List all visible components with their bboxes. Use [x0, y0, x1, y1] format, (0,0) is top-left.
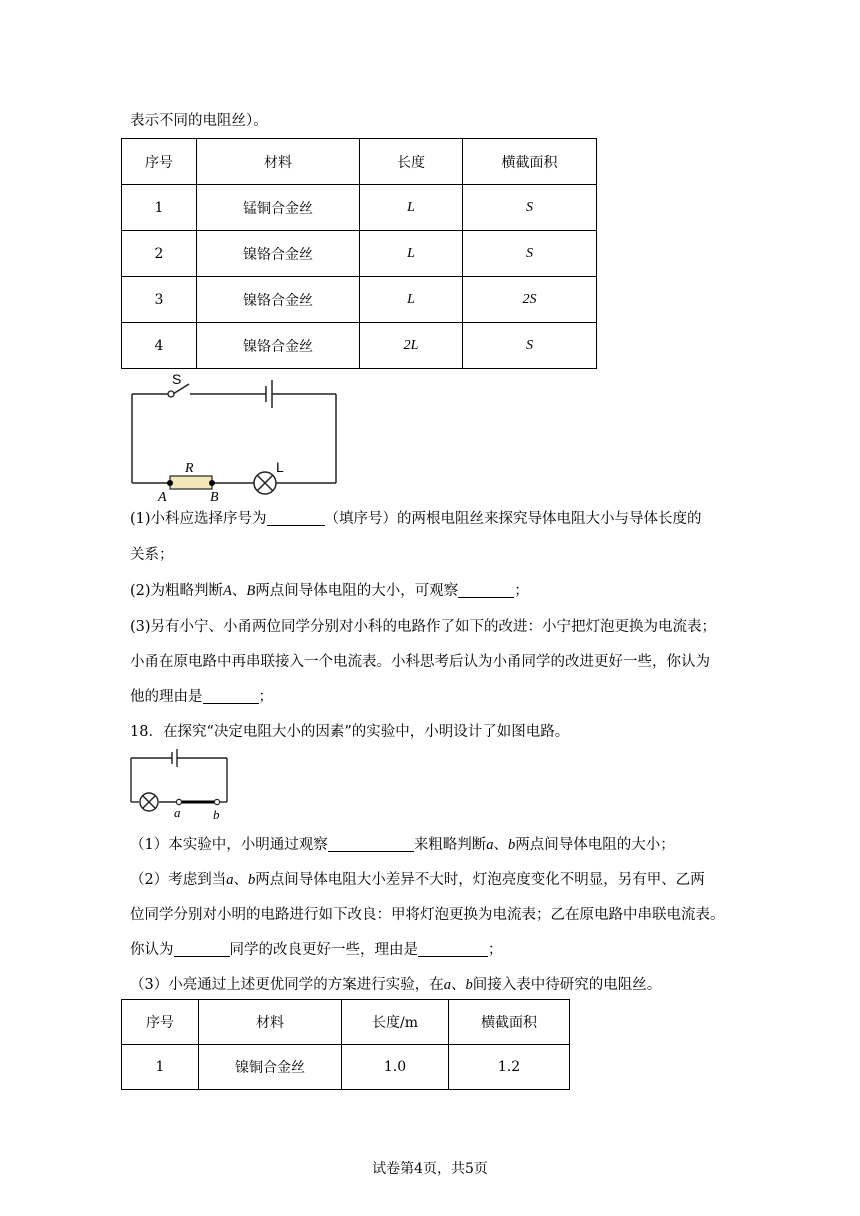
answer-blank[interactable]: [328, 835, 414, 852]
text: 两点间导体电阻的大小；: [515, 837, 675, 853]
answer-blank[interactable]: [418, 940, 488, 957]
point-a-label: A: [158, 490, 167, 505]
table-row: [122, 185, 597, 231]
cell: S: [463, 185, 597, 231]
text: 、: [450, 977, 466, 993]
resistance-wire-table-2: [121, 999, 570, 1090]
text: ；: [514, 583, 529, 599]
circuit-diagram-2: [126, 748, 234, 823]
cell: 镍铬合金丝: [197, 323, 360, 369]
header-cell: 序号: [122, 139, 197, 185]
header-cell: 横截面积: [463, 139, 597, 185]
header-cell: 序号: [122, 1000, 199, 1045]
text: 间接入表中待研究的电阻丝。: [472, 977, 662, 993]
text: (1)小科应选择序号为: [130, 511, 267, 527]
q18-part3: [130, 974, 661, 996]
table-header-row: [122, 1000, 570, 1045]
circuit-diagram-1: [120, 360, 360, 505]
q17-part3: (3)另有小宁、小甬两位同学分别对小科的电路作了如下的改进：小宁把灯泡更换为电流表；: [130, 619, 717, 635]
table-row: [122, 277, 597, 323]
header-cell: 材料: [197, 139, 360, 185]
var-b: b: [247, 872, 256, 888]
page-footer: 试卷第4页，共5页: [372, 1161, 488, 1177]
q18-part2-cont2: [130, 939, 503, 961]
text: 两点间导体电阻的大小，可观察: [255, 583, 459, 599]
var-a: a: [443, 977, 451, 993]
text: 、: [231, 583, 247, 599]
q17-part1-cont: 关系；: [130, 547, 174, 563]
q18-part2: [130, 869, 705, 891]
table-row: [122, 231, 597, 277]
cell: 镍铬合金丝: [197, 277, 360, 323]
text: ；: [258, 689, 273, 705]
text: 、: [233, 872, 248, 888]
text: 来粗略判断: [413, 837, 487, 853]
cell: 1.2: [449, 1045, 570, 1090]
cell: 3: [122, 277, 197, 323]
var-a: a: [486, 837, 494, 853]
q17-part1: [130, 508, 702, 530]
text: 、: [493, 837, 508, 853]
point-b-label: B: [210, 490, 219, 505]
text: (2)为粗略判断: [130, 583, 224, 599]
resistance-wire-table: [121, 138, 597, 369]
text: 同学的改良更好一些，理由是: [229, 942, 418, 958]
cell: 镍铬合金丝: [197, 231, 360, 277]
q18-part2-cont: 位同学分别对小明的电路进行如下改良：甲将灯泡更换为电流表；乙在原电路中串联电流表。: [130, 907, 725, 923]
header-cell: 横截面积: [449, 1000, 570, 1045]
text: 他的理由是: [130, 689, 203, 705]
cell: 4: [122, 323, 197, 369]
cell: 锰铜合金丝: [197, 185, 360, 231]
resistor-icon: [170, 476, 212, 489]
table-header-row: [122, 139, 597, 185]
answer-blank[interactable]: [203, 687, 259, 704]
cell: 2: [122, 231, 197, 277]
var-b: b: [465, 977, 473, 993]
text: （填序号）的两根电阻丝来探究导体电阻大小与导体长度的: [324, 511, 702, 527]
cell: 2L: [360, 323, 463, 369]
cell: S: [463, 323, 597, 369]
q18-part1: [130, 834, 675, 856]
point-b-label: b: [213, 807, 220, 822]
text: （3）小亮通过上述更优同学的方案进行实验，在: [130, 977, 444, 993]
var-a: a: [226, 872, 234, 888]
cell: L: [360, 185, 463, 231]
answer-blank[interactable]: [174, 940, 230, 957]
answer-blank[interactable]: [267, 509, 325, 526]
cell: 1.0: [342, 1045, 449, 1090]
cell: L: [360, 231, 463, 277]
text: ；: [488, 942, 503, 958]
text: 你认为: [130, 942, 174, 958]
cell: 1: [122, 185, 197, 231]
intro-text: 表示不同的电阻丝）。: [130, 113, 268, 129]
cell: 2S: [463, 277, 597, 323]
lamp-label: L: [276, 459, 284, 475]
resistor-label: R: [185, 461, 194, 476]
q17-part3-cont2: [130, 686, 273, 708]
header-cell: 材料: [199, 1000, 342, 1045]
var-b: B: [246, 583, 256, 599]
text: 两点间导体电阻大小差异不大时，灯泡亮度变化不明显，另有甲、乙两: [255, 872, 705, 888]
switch-label: S: [172, 371, 182, 387]
cell: 1: [122, 1045, 199, 1090]
header-cell: 长度: [360, 139, 463, 185]
table-row: [122, 1045, 570, 1090]
cell: L: [360, 277, 463, 323]
text: （2）考虑到当: [130, 872, 227, 888]
point-a-label: a: [174, 805, 181, 820]
q17-part2: [130, 580, 529, 602]
text: （1）本实验中，小明通过观察: [130, 837, 328, 853]
q17-part3-cont: 小甬在原电路中再串联接入一个电流表。小科思考后认为小甬同学的改进更好一些，你认为: [130, 654, 710, 670]
header-cell: 长度/m: [342, 1000, 449, 1045]
var-a: A: [223, 583, 232, 599]
cell: 镍铜合金丝: [199, 1045, 342, 1090]
q18-stem: 18．在探究“决定电阻大小的因素”的实验中，小明设计了如图电路。: [130, 724, 570, 740]
var-b: b: [507, 837, 516, 853]
cell: S: [463, 231, 597, 277]
answer-blank[interactable]: [458, 581, 514, 598]
